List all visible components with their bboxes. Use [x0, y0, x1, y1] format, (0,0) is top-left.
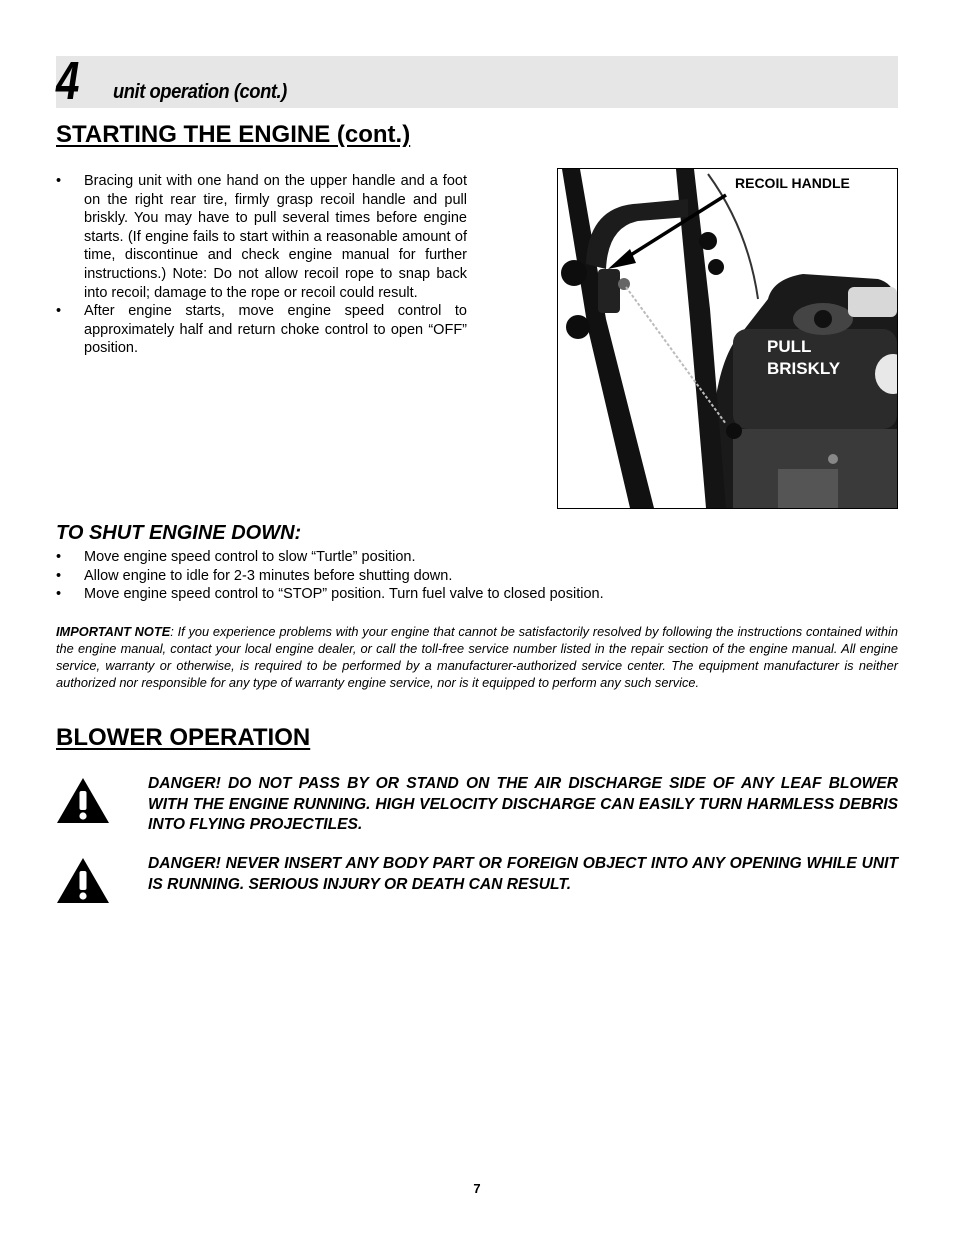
list-item-text: Allow engine to idle for 2-3 minutes before shutting down.: [84, 567, 453, 584]
important-note-label: IMPORTANT NOTE: [56, 624, 171, 639]
list-item-text: Move engine speed control to “STOP” position. Turn fuel valve to closed position.: [84, 586, 604, 603]
recoil-handle-photo: [557, 168, 898, 509]
bullet-mark: •: [56, 586, 62, 603]
shut-down-heading: TO SHUT ENGINE DOWN:: [56, 522, 302, 544]
blower-operation-heading: BLOWER OPERATION: [56, 724, 311, 751]
bullet-mark: •: [56, 303, 62, 320]
recoil-handle-label: RECOIL HANDLE: [735, 175, 850, 191]
blower-engine-illustration: [558, 169, 897, 508]
page-number: 7: [473, 1181, 481, 1196]
bullet-mark: •: [56, 549, 62, 565]
bullet-mark: •: [56, 567, 62, 584]
important-note-text: : If you experience problems with your engine that cannot be satisfactorily resolved by following the instructions contained within the engine manual, contact your local engine dealer, or call the toll-free service number listed in the repair section of the engine manual. All engine service, warranty or otherwise, is required to be performed by a manufacturer-authorized service center. The equipment manufacturer is neither authorized nor responsible for any type of warranty engine service, nor is it equipped to perform any such service.: [56, 624, 898, 690]
starting-engine-list: [56, 172, 467, 358]
pull-briskly-label: [767, 336, 840, 380]
list-item: [56, 567, 898, 586]
starting-engine-heading: STARTING THE ENGINE (cont.): [56, 121, 411, 148]
list-item-text: Move engine speed control to slow “Turtle” position.: [84, 549, 416, 565]
section-number: 4: [56, 51, 78, 111]
section-title: unit operation (cont.): [113, 81, 287, 103]
list-item-text: Bracing unit with one hand on the upper handle and a foot on the right rear tire, firmly grasp recoil handle and pull briskly. You may have to pull several times before engine starts. (If engine fails to start within a reasonable amount of time, discontinue and check engine manual for further instructions.) Note: Do not allow recoil rope to snap back into recoil; damage to the rope or recoil could result.: [84, 173, 467, 301]
warning-triangle-icon: [56, 856, 110, 904]
important-note: [56, 623, 898, 691]
list-item: [56, 302, 467, 358]
warning-triangle-icon: [56, 776, 110, 824]
list-item: [56, 548, 898, 567]
bullet-mark: •: [56, 173, 62, 189]
list-item-text: After engine starts, move engine speed control to approximately half and return choke control to open “OFF” position.: [84, 303, 467, 357]
danger-warning-text: DANGER! DO NOT PASS BY OR STAND ON THE AIR DISCHARGE SIDE OF ANY LEAF BLOWER WITH THE ENGINE RUNNING. HIGH VELOCITY DISCHARGE CAN EASILY TURN HARMLESS DEBRIS INTO FLYING PROJECTILES.: [148, 775, 898, 834]
list-item: [56, 172, 467, 302]
pull-label-line: PULL: [767, 337, 812, 356]
shut-down-list: [56, 548, 898, 604]
pull-label-line: BRISKLY: [767, 359, 841, 378]
danger-warning-text: DANGER! NEVER INSERT ANY BODY PART OR FOREIGN OBJECT INTO ANY OPENING WHILE UNIT IS RUNNING. SERIOUS INJURY OR DEATH CAN RESULT.: [148, 855, 898, 893]
list-item: [56, 585, 898, 604]
